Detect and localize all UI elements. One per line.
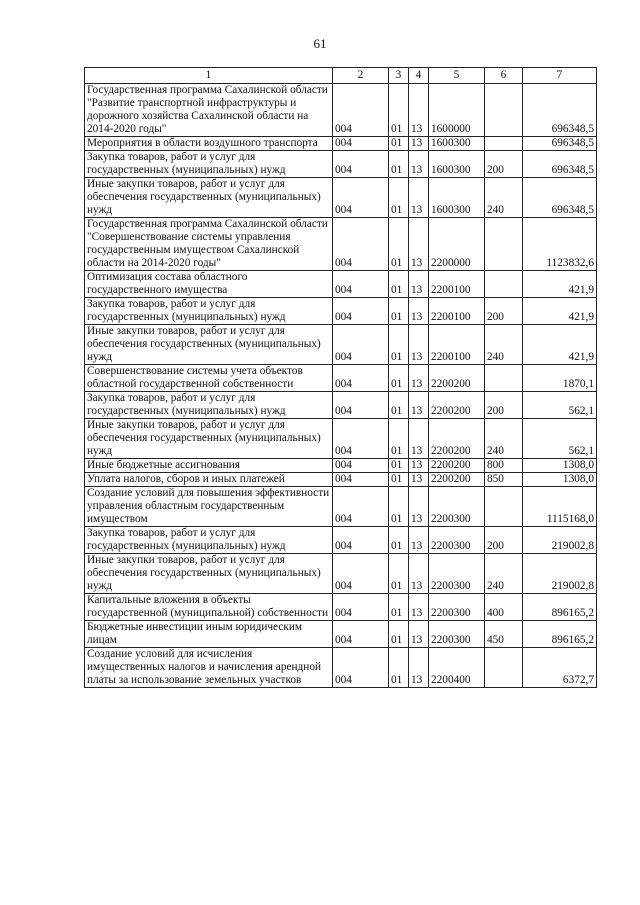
- row-amount-cell: 696348,5: [523, 137, 597, 151]
- table-row: [85, 527, 597, 554]
- row-name-cell: Государственная программа Сахалинской области "Совершенствование системы управления государственным имуществом Сахалинской области на 2014-2020 годы": [85, 218, 333, 271]
- row-target-cell: 1600300: [429, 178, 485, 218]
- row-section-cell: 01: [389, 298, 409, 325]
- header-cell: 3: [389, 68, 409, 84]
- row-code-cell: 004: [333, 621, 389, 648]
- row-amount-cell: 421,9: [523, 271, 597, 298]
- row-subsection-cell: 13: [409, 218, 429, 271]
- row-target-cell: 2200300: [429, 527, 485, 554]
- header-cell: 5: [429, 68, 485, 84]
- row-target-cell: 2200200: [429, 365, 485, 392]
- row-section-cell: 01: [389, 473, 409, 487]
- row-name-cell: Оптимизация состава областного государственного имущества: [85, 271, 333, 298]
- table-row: [85, 392, 597, 419]
- row-expense-type-cell: 240: [485, 419, 523, 459]
- row-amount-cell: 896165,2: [523, 594, 597, 621]
- table-body: [85, 84, 597, 688]
- row-section-cell: 01: [389, 487, 409, 527]
- row-section-cell: 01: [389, 594, 409, 621]
- row-subsection-cell: 13: [409, 594, 429, 621]
- row-target-cell: 2200100: [429, 325, 485, 365]
- row-code-cell: 004: [333, 554, 389, 594]
- row-amount-cell: 1870,1: [523, 365, 597, 392]
- row-name-cell: Закупка товаров, работ и услуг для государственных (муниципальных) нужд: [85, 527, 333, 554]
- row-amount-cell: 219002,8: [523, 554, 597, 594]
- row-target-cell: 1600300: [429, 137, 485, 151]
- row-amount-cell: 1308,0: [523, 459, 597, 473]
- row-code-cell: 004: [333, 527, 389, 554]
- row-amount-cell: 896165,2: [523, 621, 597, 648]
- row-amount-cell: 6372,7: [523, 648, 597, 688]
- row-code-cell: 004: [333, 325, 389, 365]
- row-section-cell: 01: [389, 271, 409, 298]
- row-name-cell: Уплата налогов, сборов и иных платежей: [85, 473, 333, 487]
- row-target-cell: 2200100: [429, 271, 485, 298]
- table-row: [85, 419, 597, 459]
- row-target-cell: 2200200: [429, 459, 485, 473]
- row-amount-cell: 421,9: [523, 298, 597, 325]
- row-expense-type-cell: [485, 648, 523, 688]
- table-row: [85, 218, 597, 271]
- header-cell: 6: [485, 68, 523, 84]
- row-expense-type-cell: 450: [485, 621, 523, 648]
- row-code-cell: 004: [333, 487, 389, 527]
- row-name-cell: Капитальные вложения в объекты государственной (муниципальной) собственности: [85, 594, 333, 621]
- table-row: [85, 648, 597, 688]
- row-subsection-cell: 13: [409, 459, 429, 473]
- row-subsection-cell: 13: [409, 473, 429, 487]
- row-target-cell: 1600300: [429, 151, 485, 178]
- row-target-cell: 2200200: [429, 392, 485, 419]
- row-name-cell: Иные закупки товаров, работ и услуг для обеспечения государственных (муниципальных) нужд: [85, 325, 333, 365]
- row-code-cell: 004: [333, 473, 389, 487]
- row-name-cell: Бюджетные инвестиции иным юридическим лицам: [85, 621, 333, 648]
- row-target-cell: 2200100: [429, 298, 485, 325]
- row-subsection-cell: 13: [409, 325, 429, 365]
- row-amount-cell: 1123832,6: [523, 218, 597, 271]
- row-target-cell: 2200300: [429, 554, 485, 594]
- row-expense-type-cell: [485, 218, 523, 271]
- row-section-cell: 01: [389, 178, 409, 218]
- row-expense-type-cell: 200: [485, 151, 523, 178]
- header-cell: 7: [523, 68, 597, 84]
- row-target-cell: 2200300: [429, 594, 485, 621]
- row-expense-type-cell: 800: [485, 459, 523, 473]
- table-row: [85, 325, 597, 365]
- row-name-cell: Совершенствование системы учета объектов областной государственной собственности: [85, 365, 333, 392]
- row-section-cell: 01: [389, 648, 409, 688]
- row-code-cell: 004: [333, 365, 389, 392]
- row-code-cell: 004: [333, 151, 389, 178]
- page-number: 61: [313, 36, 327, 51]
- row-amount-cell: 1115168,0: [523, 487, 597, 527]
- row-target-cell: 2200400: [429, 648, 485, 688]
- row-expense-type-cell: 200: [485, 527, 523, 554]
- row-amount-cell: 696348,5: [523, 84, 597, 137]
- row-subsection-cell: 13: [409, 84, 429, 137]
- row-expense-type-cell: 240: [485, 554, 523, 594]
- row-amount-cell: 562,1: [523, 419, 597, 459]
- row-name-cell: Закупка товаров, работ и услуг для государственных (муниципальных) нужд: [85, 298, 333, 325]
- row-amount-cell: 696348,5: [523, 151, 597, 178]
- row-expense-type-cell: 200: [485, 392, 523, 419]
- table-row: [85, 459, 597, 473]
- row-section-cell: 01: [389, 621, 409, 648]
- row-name-cell: Закупка товаров, работ и услуг для государственных (муниципальных) нужд: [85, 392, 333, 419]
- row-expense-type-cell: 240: [485, 325, 523, 365]
- row-subsection-cell: 13: [409, 298, 429, 325]
- table-row: [85, 365, 597, 392]
- row-code-cell: 004: [333, 459, 389, 473]
- row-subsection-cell: 13: [409, 365, 429, 392]
- row-section-cell: 01: [389, 527, 409, 554]
- table-row: [85, 594, 597, 621]
- table-row: [85, 271, 597, 298]
- row-expense-type-cell: 400: [485, 594, 523, 621]
- row-name-cell: Создание условий для исчисления имущественных налогов и начисления арендной платы за использование земельных участков: [85, 648, 333, 688]
- row-code-cell: 004: [333, 84, 389, 137]
- row-name-cell: Иные закупки товаров, работ и услуг для обеспечения государственных (муниципальных) нужд: [85, 419, 333, 459]
- row-subsection-cell: 13: [409, 271, 429, 298]
- row-expense-type-cell: 240: [485, 178, 523, 218]
- table-header-row: [85, 68, 597, 84]
- row-code-cell: 004: [333, 594, 389, 621]
- row-amount-cell: 421,9: [523, 325, 597, 365]
- row-amount-cell: 219002,8: [523, 527, 597, 554]
- row-target-cell: 1600000: [429, 84, 485, 137]
- row-expense-type-cell: 850: [485, 473, 523, 487]
- row-subsection-cell: 13: [409, 392, 429, 419]
- row-section-cell: 01: [389, 84, 409, 137]
- row-section-cell: 01: [389, 392, 409, 419]
- table-row: [85, 84, 597, 137]
- header-cell: 4: [409, 68, 429, 84]
- row-target-cell: 2200200: [429, 473, 485, 487]
- row-expense-type-cell: [485, 487, 523, 527]
- row-code-cell: 004: [333, 218, 389, 271]
- row-subsection-cell: 13: [409, 527, 429, 554]
- row-amount-cell: 696348,5: [523, 178, 597, 218]
- row-expense-type-cell: [485, 365, 523, 392]
- row-expense-type-cell: [485, 271, 523, 298]
- row-name-cell: Мероприятия в области воздушного транспорта: [85, 137, 333, 151]
- table-row: [85, 151, 597, 178]
- table-row: [85, 554, 597, 594]
- row-name-cell: Иные бюджетные ассигнования: [85, 459, 333, 473]
- budget-table: [84, 67, 597, 688]
- row-target-cell: 2200200: [429, 419, 485, 459]
- row-expense-type-cell: 200: [485, 298, 523, 325]
- table-row: [85, 137, 597, 151]
- row-subsection-cell: 13: [409, 554, 429, 594]
- row-amount-cell: 1308,0: [523, 473, 597, 487]
- row-name-cell: Иные закупки товаров, работ и услуг для обеспечения государственных (муниципальных) нужд: [85, 554, 333, 594]
- row-subsection-cell: 13: [409, 487, 429, 527]
- row-expense-type-cell: [485, 137, 523, 151]
- row-section-cell: 01: [389, 325, 409, 365]
- row-amount-cell: 562,1: [523, 392, 597, 419]
- table-row: [85, 178, 597, 218]
- row-name-cell: Создание условий для повышения эффективности управления областным государственным имуществом: [85, 487, 333, 527]
- row-code-cell: 004: [333, 298, 389, 325]
- row-subsection-cell: 13: [409, 648, 429, 688]
- header-cell: 2: [333, 68, 389, 84]
- table-row: [85, 298, 597, 325]
- row-expense-type-cell: [485, 84, 523, 137]
- row-subsection-cell: 13: [409, 151, 429, 178]
- row-target-cell: 2200000: [429, 218, 485, 271]
- row-section-cell: 01: [389, 365, 409, 392]
- header-cell: 1: [85, 68, 333, 84]
- row-subsection-cell: 13: [409, 137, 429, 151]
- row-code-cell: 004: [333, 271, 389, 298]
- row-name-cell: Государственная программа Сахалинской области "Развитие транспортной инфраструктуры и дорожного хозяйства Сахалинской области на 2014-2020 годы": [85, 84, 333, 137]
- row-section-cell: 01: [389, 419, 409, 459]
- table-row: [85, 621, 597, 648]
- row-section-cell: 01: [389, 151, 409, 178]
- row-target-cell: 2200300: [429, 487, 485, 527]
- row-section-cell: 01: [389, 218, 409, 271]
- row-subsection-cell: 13: [409, 419, 429, 459]
- row-code-cell: 004: [333, 648, 389, 688]
- row-name-cell: Иные закупки товаров, работ и услуг для обеспечения государственных (муниципальных) нужд: [85, 178, 333, 218]
- row-subsection-cell: 13: [409, 621, 429, 648]
- row-code-cell: 004: [333, 178, 389, 218]
- row-section-cell: 01: [389, 554, 409, 594]
- row-code-cell: 004: [333, 137, 389, 151]
- table-row: [85, 473, 597, 487]
- row-name-cell: Закупка товаров, работ и услуг для государственных (муниципальных) нужд: [85, 151, 333, 178]
- row-section-cell: 01: [389, 459, 409, 473]
- row-subsection-cell: 13: [409, 178, 429, 218]
- row-section-cell: 01: [389, 137, 409, 151]
- row-code-cell: 004: [333, 419, 389, 459]
- row-code-cell: 004: [333, 392, 389, 419]
- row-target-cell: 2200300: [429, 621, 485, 648]
- table-row: [85, 487, 597, 527]
